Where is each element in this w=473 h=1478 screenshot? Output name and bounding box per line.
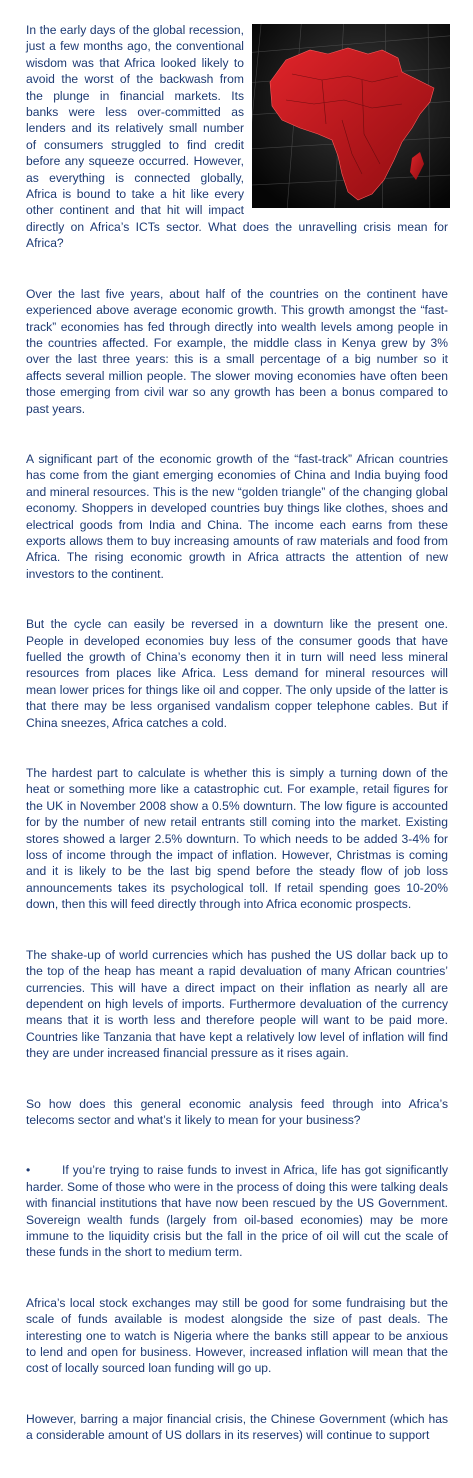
paragraph-9: Africa’s local stock exchanges may still be good for some fundraising but the scale of funds available is modest alongside the size of past deals. The interesting one to watch is Nigeria where the banks still appear to be anxious to lend and open for business. However, increased inflation will mean that the cost of locally sourced loan funding will go up. — [26, 1295, 448, 1376]
bullet-marker: • — [26, 1163, 31, 1178]
article-body — [26, 22, 448, 1478]
paragraph-1: In the early days of the global recession, just a few months ago, the conventional wisdom was that Africa looked likely to avoid the worst of the backwash from the plunge in financial markets. Its banks were less over-committed as lenders and its relatively small number of consumers struggled to find credit before any squeeze occurred. However, as everything is connected globally, Africa is bound to take a hit like every other continent and that hit will impact directly on Africa’s ICTs sector. What does the unravelling crisis mean for Africa? — [26, 23, 448, 251]
africa-map-image — [252, 24, 450, 208]
bullet-text: If you’re trying to raise funds to invest in Africa, life has got significantly harder. Some of those who were in the process of doing this were talking deals with financial institutions that have now been rescued by the US Government. Sovereign wealth funds (largely from oil-based economies) may be more immune to the liquidity crisis but the fall in the price of oil will cut the scale of these funds in the short to medium term. — [26, 1163, 448, 1260]
paragraph-2: Over the last five years, about half of the countries on the continent have experienced above average economic growth. This growth amongst the “fast-track” economies has fed through directly into wealth levels among people in the countries affected. For example, the middle class in Kenya grew by 3% over the last three years: this is a small percentage of a big number so it affects several million people. The slower moving economies have often been those emerging from civil war so any growth has been a bonus compared to past years. — [26, 286, 448, 416]
africa-map-illustration — [252, 24, 450, 208]
paragraph-7: So how does this general economic analysis feed through into Africa’s telecoms sector and what’s it likely to mean for your business? — [26, 1096, 448, 1127]
paragraph-4: But the cycle can easily be reversed in a downturn like the present one. People in developed economies buy less of the consumer goods that have fuelled the growth of China’s economy then it in turn will need less mineral resources from places like Africa. Less demand for mineral resources will mean lower prices for things like oil and copper. The only upside of the latter is that there may be less organised vandalism copper telephone cables. But if China sneezes, Africa catches a cold. — [26, 617, 448, 730]
bullet-paragraph — [26, 1162, 448, 1260]
paragraph-6: The shake-up of world currencies which has pushed the US dollar back up to the top of the heap has meant a rapid devaluation of many African countries’ currencies. This will have a direct impact on their inflation as nearly all are dependent on high levels of imports. Furthermore devaluation of the currency means that it is worth less and therefore people will want to be paid more. Countries like Tanzania that have kept a relatively low level of inflation will find they are under increased financial pressure as it rises again. — [26, 947, 448, 1061]
paragraph-10: However, barring a major financial crisis, the Chinese Government (which has a considerable amount of US dollars in its reserves) will continue to support — [26, 1411, 448, 1443]
paragraph-3: A significant part of the economic growth of the “fast-track” African countries has come from the giant emerging economies of China and India buying food and mineral resources. This is the new “golden triangle” of the changing global economy. Shoppers in developed countries buy things like clothes, shoes and electrical goods from India and China. The income each earns from these exports allows them to buy increasing amounts of raw materials and food from Africa. The rising economic growth in Africa attracts the attention of new investors to the continent. — [26, 451, 448, 581]
paragraph-5: The hardest part to calculate is whether this is simply a turning down of the heat or something more like a catastrophic cut. For example, retail figures for the UK in November 2008 show a 0.5% downturn. The low figure is accounted for by the number of new retail entrants still coming into the market. Existing stores showed a larger 2.5% downturn. To which needs to be added 3-4% for loss of income through the impact of inflation. However, Christmas is coming and it is likely to be the last big spend before the steady flow of job loss announcements takes its psychological toll. If retail spending goes 10-20% down, then this will feed directly through into Africa economic prospects. — [26, 766, 448, 912]
